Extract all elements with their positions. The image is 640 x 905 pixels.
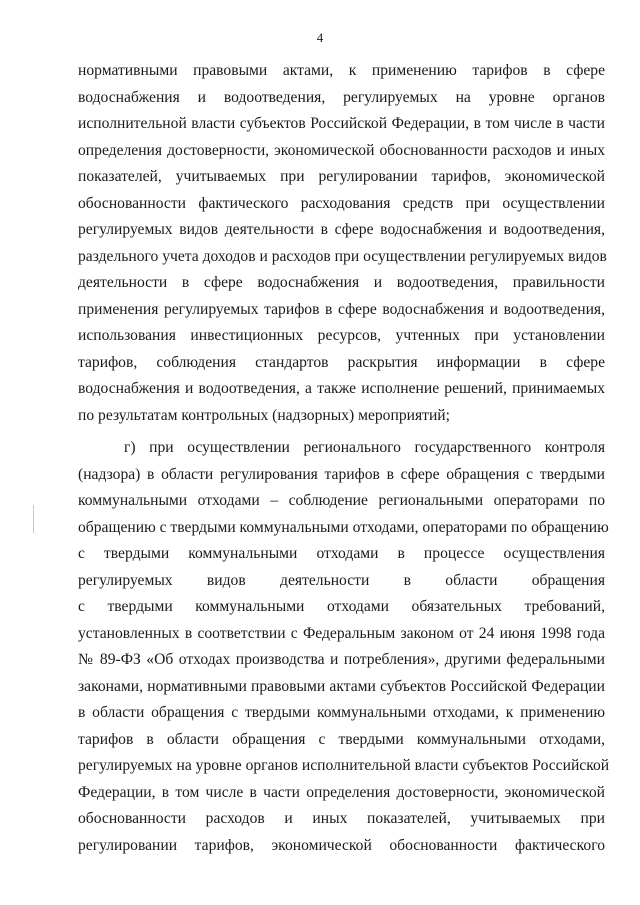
text-line: по результатам контрольных (надзорных) мероприятий;	[78, 406, 450, 424]
text-line: исполнительной власти субъектов Российской Федерации, в том числе в части	[78, 115, 605, 132]
text-line: № 89-ФЗ «Об отходах производства и потребления», другими федеральными	[78, 651, 605, 668]
text-line: регулируемых видов деятельности в области обращения	[78, 571, 605, 589]
text-line: г) при осуществлении регионального государственного контроля	[124, 439, 605, 456]
text-line: определения достоверности, экономической обоснованности расходов и иных	[78, 141, 605, 159]
text-line: обоснованности фактического расходования средств при осуществлении	[78, 194, 605, 212]
text-line: деятельности в сфере водоснабжения и водоотведения, правильности	[78, 274, 605, 291]
text-line: регулировании тарифов, экономической обоснованности фактического	[78, 836, 605, 854]
text-line: обоснованности расходов и иных показателей, учитываемых при	[78, 810, 605, 827]
text-line: водоснабжения и водоотведения, регулируемых на уровне органов	[78, 88, 605, 106]
text-line: регулируемых видов деятельности в сфере водоснабжения и водоотведения,	[78, 221, 605, 238]
text-line: тарифов в области обращения с твердыми коммунальными отходами,	[78, 730, 605, 748]
text-line: нормативными правовыми актами, к применению тарифов в сфере	[78, 62, 605, 79]
text-line: обращению с твердыми коммунальными отходами, операторами по обращению	[78, 518, 609, 536]
text-line: регулируемых на уровне органов исполнительной власти субъектов Российской	[78, 757, 610, 774]
text-line: с твердыми коммунальными отходами в процессе осуществления	[78, 545, 605, 562]
document-body	[78, 58, 610, 859]
text-line: тарифов, соблюдения стандартов раскрытия информации в сфере	[78, 353, 605, 371]
text-line: использования инвестиционных ресурсов, учтенных при установлении	[78, 327, 605, 344]
text-line: показателей, учитываемых при регулировании тарифов, экономической	[78, 168, 605, 185]
text-line: с твердыми коммунальными отходами обязательных требований,	[78, 598, 605, 615]
paragraph-item-g	[78, 435, 610, 859]
text-line: водоснабжения и водоотведения, а также исполнение решений, принимаемых	[78, 380, 605, 397]
margin-mark	[33, 505, 34, 533]
text-line: коммунальными отходами – соблюдение региональными операторами по	[78, 492, 605, 509]
text-line: раздельного учета доходов и расходов при осуществлении регулируемых видов	[78, 247, 607, 265]
paragraph-continuation	[78, 58, 605, 429]
text-line: законами, нормативными правовыми актами субъектов Российской Федерации	[78, 677, 605, 695]
page-number: 4	[316, 30, 324, 45]
text-line: применения регулируемых тарифов в сфере водоснабжения и водоотведения,	[78, 300, 605, 318]
text-line: в области обращения с твердыми коммунальными отходами, к применению	[78, 704, 605, 721]
text-line: Федерации, в том числе в части определения достоверности, экономической	[78, 783, 605, 801]
text-line: установленных в соответствии с Федеральным законом от 24 июня 1998 года	[78, 624, 605, 642]
text-line: (надзора) в области регулирования тарифов в сфере обращения с твердыми	[78, 465, 605, 483]
